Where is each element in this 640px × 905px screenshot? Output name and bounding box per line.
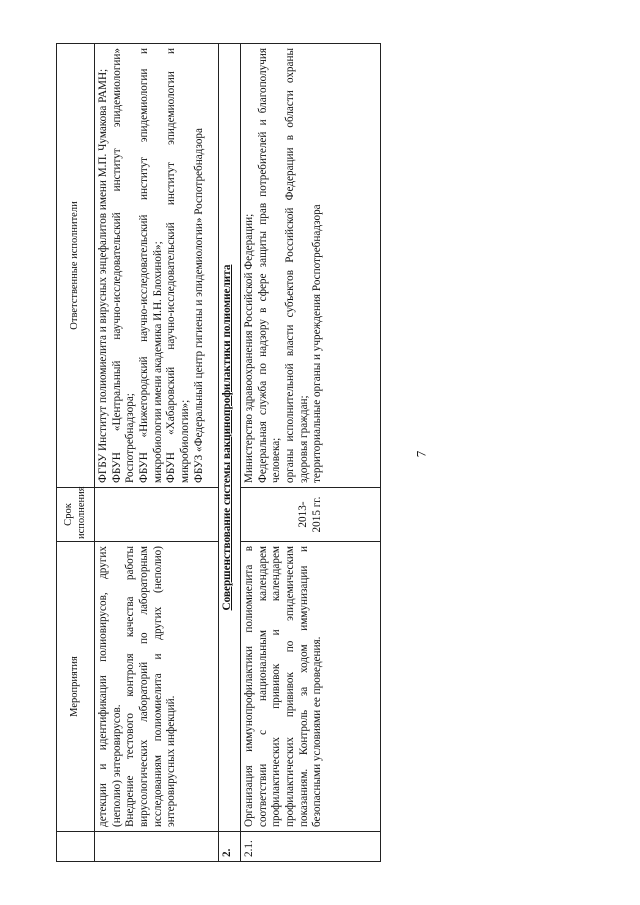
header-deadline: Срок исполнения (57, 488, 95, 542)
cell-num: 2.1. (241, 832, 381, 862)
cell-deadline: 2013-2015 гг. (241, 488, 381, 542)
responsible-line: Министерство здравоохранения Российской Федерации; (243, 213, 255, 483)
header-activity: Мероприятия (57, 542, 95, 832)
cell-num (95, 832, 219, 862)
activity-line: детекции и идентификации полиовирусов, других (неполио) энтеровирусов. (97, 546, 123, 827)
section-row (219, 44, 241, 862)
cell-responsible (95, 44, 219, 488)
section-title: Совершенствование системы вакцинопрофилактики полиомиелита (219, 44, 241, 832)
header-responsible: Ответственные исполнители (57, 44, 95, 488)
table-wrapper (56, 44, 408, 862)
responsible-line: территориальные органы и учреждения Роспотребнадзора (311, 204, 324, 483)
section-num: 2. (219, 832, 241, 862)
responsible-line: ФБУН «Хабаровский научно-исследовательский институт эпидемиологии и микробиологии»; (165, 48, 191, 483)
table-header-row (57, 44, 95, 862)
cell-responsible (241, 44, 381, 488)
cell-activity (95, 542, 219, 832)
responsible-line: ФГБУ Институт полиомиелита и вирусных энцефалитов имени М.П. Чумакова РАМН; (97, 68, 109, 483)
rotated-page-content (56, 44, 408, 862)
measures-table (56, 43, 381, 862)
responsible-line: ФБУН «Центральный научно-исследовательский институт эпидемиологии» Роспотребнадзора; (110, 48, 137, 483)
header-num (57, 832, 95, 862)
table-row (241, 44, 381, 862)
page-number: 7 (413, 450, 429, 458)
responsible-line: органы исполнительной власти субъектов Российской Федерации в области охраны здоровья граждан; (283, 48, 310, 483)
table-row-continued (95, 44, 219, 862)
activity-line: Внедрение тестового контроля качества работы вирусологических лабораторий по лабораторным исследованиям полиомиелита и других (неполио) энтеровирусных инфекций. (124, 546, 178, 827)
responsible-line: ФБУН «Нижегородский научно-исследовательский институт эпидемиологии и микробиологии имени академика И.Н. Блохиной»; (137, 48, 164, 483)
responsible-line: Федеральная служба по надзору в сфере защиты прав потребителей и благополучия человека; (256, 48, 283, 483)
responsible-line: ФБУЗ «Федеральный центр гигиены и эпидемиологии» Роспотребнадзора (192, 128, 205, 483)
cell-activity: Организация иммунопрофилактики полиомиелита в соответствии с национальным календарем профилактических прививок и календарем профилактических прививок по эпидемическим показаниям. Контроль за ходом иммунизации и безопасными условиями ее проведения. (241, 542, 381, 832)
cell-deadline (95, 488, 219, 542)
